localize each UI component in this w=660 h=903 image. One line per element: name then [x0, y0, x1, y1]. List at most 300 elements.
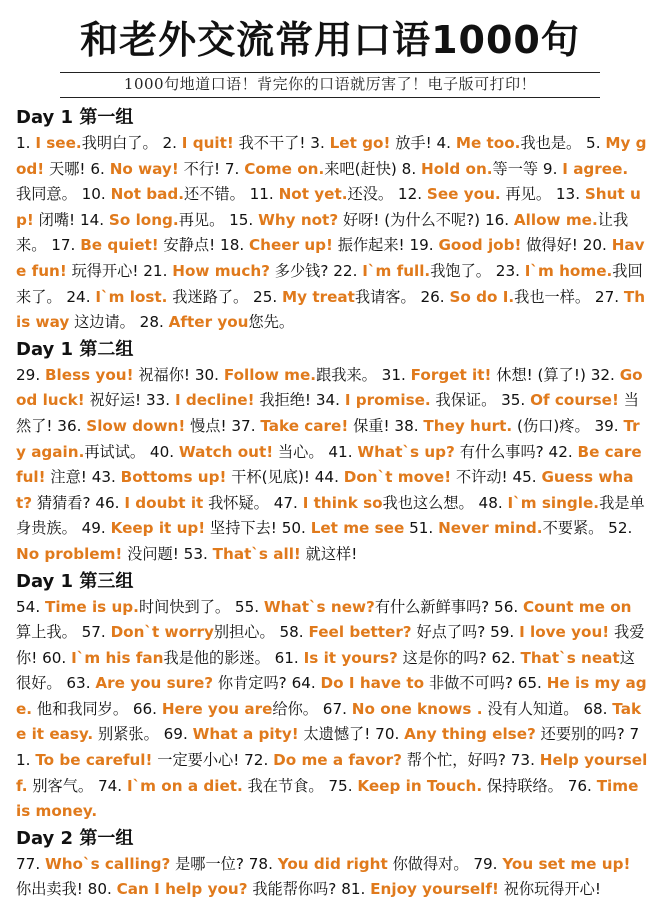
- phrase-english: Who`s calling?: [44, 854, 171, 873]
- phrase-chinese: 就这样!: [300, 544, 358, 563]
- phrase-english: No way!: [109, 159, 179, 178]
- phrase-chinese: 做得好!: [521, 236, 578, 255]
- phrase-english: Not yet.: [278, 185, 348, 204]
- phrase-item: [16, 134, 158, 152]
- phrase-number: 6.: [90, 159, 110, 178]
- phrase-english: Never mind.: [438, 519, 543, 538]
- phrase-number: 77.: [16, 854, 45, 873]
- phrase-english: To be careful!: [35, 751, 153, 770]
- phrase-number: 3.: [310, 134, 330, 152]
- phrase-english: Don`t move!: [343, 468, 452, 487]
- phrase-english: I`m lost.: [95, 287, 168, 306]
- phrase-chinese: 我也一样。: [514, 287, 591, 306]
- phrase-english: I`m on a diet.: [126, 776, 243, 795]
- phrase-chinese: 没有人知道。: [482, 699, 579, 718]
- phrase-chinese: 还要别的吗?: [535, 725, 625, 744]
- phrase-chinese: (伤口)疼。: [512, 416, 590, 435]
- phrase-number: 76.: [567, 776, 597, 795]
- phrase-number: 54.: [16, 597, 45, 616]
- phrase-english: Here you are: [161, 699, 273, 718]
- phrase-item: [16, 855, 244, 873]
- phrase-english: You set me up!: [502, 854, 631, 873]
- phrase-number: 21.: [143, 261, 173, 280]
- phrase-number: 51.: [409, 519, 439, 538]
- phrase-english: Count me on: [523, 597, 632, 616]
- phrase-chinese: 有什么新鲜事吗?: [374, 597, 490, 616]
- phrase-chinese: 您先。: [248, 313, 295, 332]
- phrase-english: Help yourself.: [16, 751, 648, 795]
- phrase-item: [98, 777, 324, 795]
- phrase-item: [437, 134, 582, 152]
- phrase-number: 52.: [608, 519, 633, 538]
- phrase-item: [16, 366, 190, 384]
- phrase-number: 75.: [328, 776, 358, 795]
- phrase-chinese: 注意!: [45, 468, 87, 487]
- phrase-chinese: 我明白了。: [81, 134, 158, 152]
- phrase-item: [133, 700, 318, 718]
- phrase-number: 18.: [220, 236, 250, 255]
- phrase-chinese: 慢点!: [185, 416, 227, 435]
- phrase-chinese: 这很好。: [16, 648, 635, 693]
- phrase-chinese: 不行!: [178, 159, 221, 178]
- phrase-number: 60.: [42, 648, 72, 667]
- phrase-number: 27.: [594, 287, 624, 306]
- phrase-chinese: 当然了!: [16, 391, 639, 435]
- phrase-item: [315, 468, 508, 486]
- phrase-chinese: 不要紧。: [542, 519, 604, 538]
- phrase-chinese: 还没。: [347, 185, 394, 204]
- phrase-english: Let go!: [329, 134, 391, 152]
- phrase-chinese: 等一等: [492, 159, 539, 178]
- phrase-list: [16, 104, 648, 903]
- phrase-item: [333, 262, 491, 280]
- phrase-item: [164, 725, 371, 743]
- phrase-chinese: 这是你的吗?: [397, 648, 487, 667]
- phrase-item: [409, 519, 603, 537]
- phrase-chinese: 猜猜看?: [32, 493, 91, 512]
- phrase-chinese: 再试试。: [84, 442, 146, 461]
- phrase-english: Try again.: [16, 416, 640, 461]
- phrase-chinese: 放手!: [390, 134, 432, 152]
- phrase-number: 30.: [194, 365, 224, 384]
- phrase-number: 35.: [501, 391, 531, 410]
- phrase-chinese: 我是他的影迷。: [163, 648, 270, 667]
- phrase-english: Bottoms up!: [120, 468, 227, 487]
- phrase-item: [82, 519, 277, 537]
- phrase-english: I decline!: [174, 391, 255, 410]
- phrase-chinese: 别担心。: [213, 623, 275, 642]
- section-heading: Day 1 第一组: [16, 107, 134, 128]
- phrase-chinese: 你做得对。: [387, 854, 469, 873]
- phrase-item: [310, 134, 431, 152]
- phrase-number: 1.: [16, 134, 36, 152]
- phrase-number: 45.: [512, 468, 542, 487]
- phrase-item: [279, 623, 485, 641]
- phrase-chinese: 我是单身贵族。: [16, 493, 645, 538]
- phrase-number: 69.: [163, 725, 193, 744]
- phrase-number: 78.: [248, 854, 278, 873]
- phrase-chinese: 再见。: [500, 185, 552, 204]
- phrase-number: 26.: [420, 287, 450, 306]
- phrase-english: Not bad.: [110, 185, 185, 204]
- phrase-number: 67.: [322, 699, 352, 718]
- phrase-english: Keep it up!: [110, 519, 206, 538]
- phrase-number: 8.: [401, 159, 421, 178]
- phrase-number: 49.: [81, 519, 111, 538]
- phrase-number: 19.: [409, 236, 439, 255]
- phrase-chinese: 没问题!: [122, 544, 179, 563]
- phrase-item: [274, 494, 474, 512]
- phrase-number: 20.: [582, 236, 612, 255]
- phrase-chinese: 还不错。: [184, 185, 245, 204]
- phrase-number: 65.: [517, 674, 547, 693]
- phrase-number: 31.: [381, 365, 411, 384]
- phrase-english: Be quiet!: [80, 236, 159, 255]
- phrase-chinese: 我请客。: [354, 287, 416, 306]
- phrase-number: 14.: [79, 210, 109, 229]
- phrase-chinese: 来吧(赶快): [324, 159, 397, 178]
- phrase-item: [150, 443, 324, 461]
- phrase-chinese: 他和我同岁。: [32, 699, 129, 718]
- phrase-chinese: 时间快到了。: [138, 597, 231, 616]
- phrase-chinese: 休想! (算了!): [491, 365, 586, 384]
- phrase-item: [57, 417, 226, 435]
- phrase-chinese: 坚持下去!: [205, 519, 277, 538]
- section-phrases: [16, 852, 648, 903]
- phrase-chinese: 我迷路了。: [167, 287, 249, 306]
- phrase-chinese: 算上我。: [16, 623, 77, 642]
- phrase-english: So do I.: [449, 287, 515, 306]
- phrase-english: Good luck!: [16, 365, 643, 410]
- phrase-english: How much?: [172, 261, 270, 280]
- phrase-english: Have fun!: [16, 236, 645, 280]
- phrase-item: [42, 649, 270, 667]
- phrase-english: Is it yours?: [303, 648, 398, 667]
- phrase-number: 72.: [244, 751, 274, 770]
- phrase-number: 37.: [231, 416, 261, 435]
- phrase-chinese: 我能帮你吗?: [247, 880, 337, 899]
- phrase-number: 13.: [555, 185, 585, 204]
- phrase-english: I agree.: [562, 159, 629, 178]
- phrase-chinese: 我不干了!: [233, 134, 306, 152]
- phrase-item: [90, 160, 220, 178]
- phrase-chinese: 我拒绝!: [254, 391, 311, 410]
- phrase-item: [250, 185, 393, 203]
- phrase-item: [80, 211, 224, 229]
- phrase-number: 17.: [51, 236, 81, 255]
- phrase-item: [275, 649, 487, 667]
- phrase-english: Come on.: [244, 159, 325, 178]
- phrase-english: See you.: [426, 185, 501, 204]
- phrase-item: [195, 366, 377, 384]
- phrase-chinese: 安静点!: [158, 236, 216, 255]
- section-phrases: [16, 131, 648, 336]
- phrase-number: 56.: [494, 597, 524, 616]
- phrase-number: 74.: [97, 776, 127, 795]
- phrase-number: 41.: [328, 442, 358, 461]
- phrase-number: 34.: [315, 391, 345, 410]
- phrase-number: 53.: [183, 544, 213, 563]
- phrase-chinese: 让我来。: [16, 210, 629, 255]
- phrase-english: That`s all!: [212, 544, 301, 563]
- phrase-chinese: 跟我来。: [316, 365, 377, 384]
- phrase-english: No one knows .: [351, 699, 483, 718]
- phrase-english: Are you sure?: [95, 674, 214, 693]
- phrase-item: [146, 391, 311, 409]
- phrase-number: 61.: [274, 648, 304, 667]
- phrase-number: 42.: [548, 442, 578, 461]
- phrase-english: Any thing else?: [404, 725, 536, 744]
- phrase-english: So long.: [108, 210, 179, 229]
- phrase-chinese: 保重!: [348, 416, 390, 435]
- phrase-number: 22.: [333, 261, 363, 280]
- phrase-english: Watch out!: [178, 442, 274, 461]
- phrase-chinese: 是哪一位?: [170, 854, 244, 873]
- phrase-number: 64.: [291, 674, 321, 693]
- phrase-item: [249, 855, 469, 873]
- phrase-item: [282, 519, 405, 537]
- phrase-english: Of course!: [530, 391, 619, 410]
- phrase-chinese: 振作起来!: [332, 236, 405, 255]
- phrase-number: 71.: [16, 725, 640, 770]
- subtitle: 1000句地道口语！背完你的口语就厉害了！电子版可打印！: [123, 75, 537, 93]
- phrase-english: Do me a favor?: [273, 751, 402, 770]
- phrase-number: 80.: [87, 880, 117, 899]
- phrase-number: 33.: [145, 391, 175, 410]
- subtitle-banner: [60, 72, 600, 98]
- phrase-english: I see.: [35, 134, 82, 152]
- phrase-english: Hold on.: [421, 159, 493, 178]
- phrase-number: 43.: [91, 468, 121, 487]
- phrase-chinese: 我也这么想。: [382, 493, 474, 512]
- phrase-item: [420, 288, 590, 306]
- phrase-english: Cheer up!: [249, 236, 333, 255]
- phrase-english: He is my age.: [16, 674, 647, 718]
- phrase-chinese: 这边请。: [69, 313, 135, 332]
- phrase-number: 11.: [249, 185, 279, 204]
- phrase-number: 16.: [484, 210, 514, 229]
- phrase-item: [16, 598, 230, 616]
- phrase-english: My treat: [282, 287, 355, 306]
- phrase-english: I`m his fan: [71, 648, 164, 667]
- phrase-english: They hurt.: [423, 416, 513, 435]
- phrase-item: [409, 236, 577, 254]
- phrase-number: 47.: [273, 493, 303, 512]
- phrase-chinese: 非做不可吗?: [424, 674, 513, 693]
- phrase-item: [220, 236, 405, 254]
- phrase-english: Guess what?: [16, 468, 634, 512]
- section-phrases: [16, 363, 648, 568]
- phrase-number: 59.: [490, 623, 520, 642]
- phrase-chinese: 我在节食。: [242, 776, 324, 795]
- phrase-chinese: 一定要小心!: [152, 751, 240, 770]
- phrase-number: 40.: [149, 442, 179, 461]
- phrase-number: 63.: [66, 674, 96, 693]
- phrase-chinese: 别紧张。: [93, 725, 159, 744]
- phrase-number: 29.: [16, 365, 45, 384]
- phrase-english: Feel better?: [308, 623, 412, 642]
- phrase-chinese: 我同意。: [16, 185, 77, 204]
- phrase-english: I`m home.: [524, 261, 613, 280]
- phrase-chinese: 我怀疑。: [203, 493, 269, 512]
- section-heading: Day 1 第三组: [16, 570, 134, 592]
- phrase-item: [253, 288, 416, 306]
- phrase-chinese: 别客气。: [27, 776, 94, 795]
- phrase-number: 62.: [491, 648, 521, 667]
- phrase-chinese: 我饱了。: [430, 261, 491, 280]
- phrase-number: 70.: [375, 725, 405, 744]
- phrase-chinese: 有什么事吗?: [454, 442, 544, 461]
- phrase-number: 79.: [473, 854, 503, 873]
- phrase-item: [231, 417, 389, 435]
- phrase-item: [225, 160, 397, 178]
- phrase-english: What a pity!: [192, 725, 299, 744]
- phrase-english: Bless you!: [44, 365, 134, 384]
- phrase-english: I doubt it: [124, 493, 204, 512]
- phrase-item: [244, 751, 506, 769]
- phrase-item: [323, 700, 579, 718]
- phrase-english: Can I help you?: [116, 880, 248, 899]
- phrase-item: [88, 880, 337, 898]
- phrase-item: [162, 134, 305, 152]
- phrase-number: 5.: [586, 134, 606, 152]
- phrase-item: [66, 674, 286, 692]
- phrase-english: I`m single.: [507, 493, 600, 512]
- phrase-chinese: 干杯(见底)!: [226, 468, 310, 487]
- phrase-item: [328, 777, 563, 795]
- phrase-english: I think so: [302, 493, 383, 512]
- phrase-item: [382, 366, 586, 384]
- phrase-item: [235, 598, 489, 616]
- phrase-english: Take care!: [260, 416, 349, 435]
- phrase-english: After you: [168, 313, 249, 332]
- phrase-chinese: 天哪!: [44, 159, 86, 178]
- section-heading: Day 1 第二组: [16, 338, 134, 360]
- phrase-item: [92, 468, 310, 486]
- phrase-item: [292, 674, 513, 692]
- phrase-english: Be careful!: [16, 442, 642, 487]
- phrase-number: 10.: [81, 185, 111, 204]
- phrase-number: 32.: [590, 365, 620, 384]
- phrase-english: Do I have to: [320, 674, 425, 693]
- phrase-number: 7.: [224, 159, 245, 178]
- phrase-item: [328, 443, 543, 461]
- phrase-number: 24.: [66, 287, 96, 306]
- phrase-number: 44.: [314, 468, 344, 487]
- phrase-chinese: 我保证。: [430, 391, 497, 410]
- phrase-number: 48.: [478, 493, 508, 512]
- phrase-english: What`s new?: [263, 597, 375, 616]
- phrase-chinese: 再见。: [178, 210, 225, 229]
- phrase-chinese: 保持联络。: [482, 776, 563, 795]
- phrase-english: I love you!: [519, 623, 610, 642]
- phrase-english: Time is up.: [44, 597, 139, 616]
- phrase-item: [402, 160, 538, 178]
- phrase-number: 39.: [594, 416, 624, 435]
- phrase-english: Slow down!: [86, 416, 186, 435]
- phrase-number: 15.: [229, 210, 259, 229]
- phrase-number: 36.: [57, 416, 87, 435]
- phrase-english: Take it easy.: [16, 699, 642, 744]
- phrase-number: 46.: [95, 493, 125, 512]
- phrase-item: [95, 494, 269, 512]
- phrase-english: I`m full.: [362, 261, 431, 280]
- phrase-english: Allow me.: [513, 210, 598, 229]
- phrase-chinese: 玩得开心!: [66, 261, 139, 280]
- phrase-english: No problem!: [16, 544, 123, 563]
- phrase-english: I promise.: [344, 391, 431, 410]
- phrase-number: 57.: [81, 623, 111, 642]
- phrase-english: What`s up?: [357, 442, 455, 461]
- phrase-number: 55.: [234, 597, 264, 616]
- phrase-english: Keep in Touch.: [357, 776, 483, 795]
- phrase-number: 50.: [281, 519, 311, 538]
- phrase-number: 23.: [495, 261, 525, 280]
- phrase-english: Let me see: [310, 519, 405, 538]
- phrase-chinese: 给你。: [272, 699, 318, 718]
- phrase-item: [398, 185, 551, 203]
- phrase-chinese: 祝你玩得开心!: [498, 880, 601, 899]
- phrase-item: [229, 211, 480, 229]
- phrase-number: 68.: [583, 699, 613, 718]
- phrase-chinese: 你肯定吗?: [213, 674, 287, 693]
- phrase-chinese: 多少钱?: [269, 261, 329, 280]
- phrase-chinese: 好点了吗?: [411, 623, 486, 642]
- phrase-item: [143, 262, 328, 280]
- phrase-item: [375, 725, 624, 743]
- phrase-english: That`s neat: [520, 648, 620, 667]
- phrase-item: [66, 288, 248, 306]
- phrase-number: 9.: [542, 159, 563, 178]
- phrase-chinese: 闭嘴!: [33, 210, 76, 229]
- phrase-chinese: 祝好运!: [84, 391, 142, 410]
- phrase-number: 28.: [139, 313, 169, 332]
- phrase-english: This way: [16, 287, 646, 332]
- phrase-chinese: 我回来了。: [16, 261, 643, 306]
- phrase-number: 4.: [436, 134, 456, 152]
- phrase-english: Don`t worry: [110, 623, 214, 642]
- phrase-number: 58.: [279, 623, 309, 642]
- phrase-chinese: 不许动!: [451, 468, 508, 487]
- phrase-number: 73.: [510, 751, 540, 770]
- page-title: 和老外交流常用口语1000句: [80, 18, 580, 62]
- phrase-english: My god!: [16, 134, 647, 178]
- phrase-number: 81.: [341, 880, 371, 899]
- phrase-number: 66.: [132, 699, 162, 718]
- phrase-chinese: 好呀! (为什么不呢?): [338, 210, 481, 229]
- phrase-english: Enjoy yourself!: [370, 880, 499, 899]
- phrase-english: Good job!: [438, 236, 522, 255]
- phrase-english: Shut up!: [16, 185, 641, 229]
- phrase-item: [140, 313, 294, 331]
- phrase-number: 2.: [162, 134, 182, 152]
- phrase-chinese: 我也是。: [520, 134, 582, 152]
- phrase-english: Me too.: [455, 134, 521, 152]
- phrase-number: 12.: [397, 185, 427, 204]
- section-heading: Day 2 第一组: [16, 827, 134, 849]
- phrase-item: [316, 391, 496, 409]
- phrase-english: Time is money.: [16, 776, 639, 821]
- phrase-item: [82, 185, 245, 203]
- phrase-english: Follow me.: [223, 365, 317, 384]
- phrase-chinese: 祝福你!: [133, 365, 190, 384]
- phrase-item: [184, 545, 358, 563]
- phrase-chinese: 你出卖我!: [16, 880, 83, 899]
- phrase-item: [51, 236, 215, 254]
- phrase-chinese: 太遗憾了!: [298, 725, 371, 744]
- section-phrases: [16, 595, 648, 825]
- phrase-chinese: 我爱你!: [16, 623, 645, 667]
